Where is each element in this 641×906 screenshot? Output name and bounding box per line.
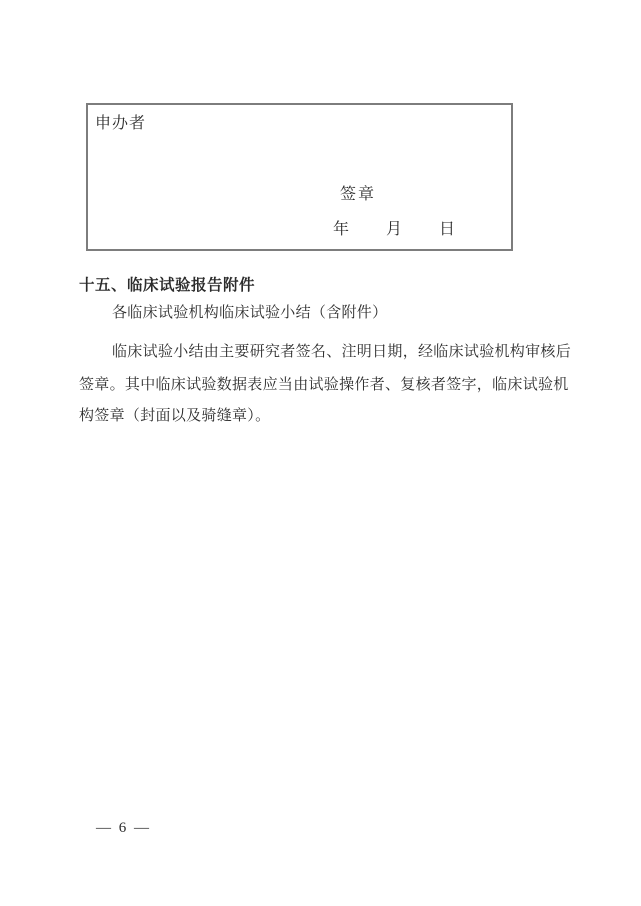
paragraph-2-line-3: 构签章（封面以及骑缝章）。 bbox=[79, 408, 271, 424]
date-day-label: 日 bbox=[439, 221, 456, 238]
paragraph-2-line-2: 签章。其中临床试验数据表应当由试验操作者、复核者签字，临床试验机 bbox=[79, 377, 569, 393]
date-month-label: 月 bbox=[386, 221, 403, 238]
date-line bbox=[333, 222, 455, 238]
signature-box bbox=[86, 103, 513, 251]
paragraph-1: 各临床试验机构临床试验小结（含附件） bbox=[112, 305, 388, 321]
paragraph-2-line-1: 临床试验小结由主要研究者签名、注明日期，经临床试验机构审核后 bbox=[112, 344, 572, 360]
seal-label: 签章 bbox=[340, 186, 377, 203]
section-heading: 十五、临床试验报告附件 bbox=[79, 277, 256, 294]
page-number: — 6 — bbox=[96, 820, 151, 836]
applicant-label: 申办者 bbox=[95, 115, 147, 132]
date-year-label: 年 bbox=[333, 221, 350, 238]
